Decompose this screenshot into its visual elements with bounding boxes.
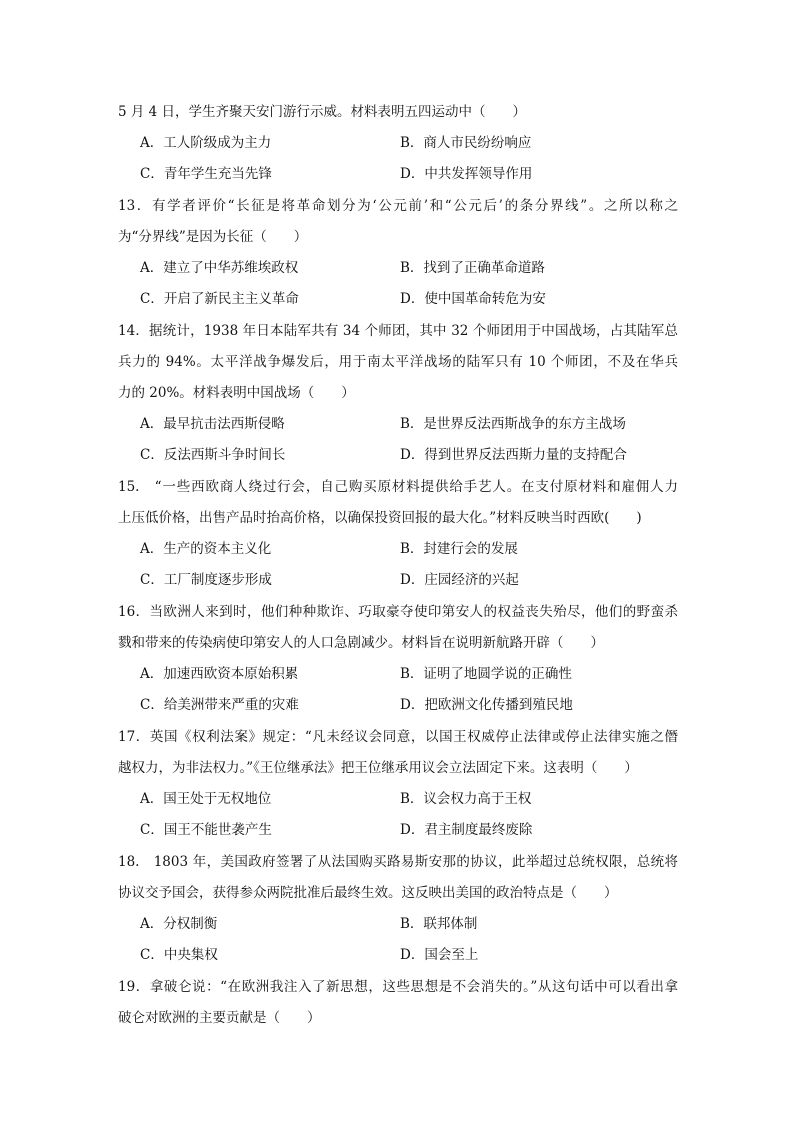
q13-option-b: B．找到了正确革命道路 [400,260,545,276]
q17-stem-line-1: 17．英国《权利法案》规定：“凡未经议会同意，以国王权威停止法律或停止法律实施之僭 [118,729,678,745]
q15-stem-line-1: 15. “一些西欧商人绕过行会，自己购买原材料提供给手艺人。在支付原材料和雇佣人力 [118,479,678,495]
q18-stem-line-1: 18. 1803 年，美国政府签署了从法国购买路易斯安那的协议，此举超过总统权限，总统将 [118,854,678,870]
q17-option-b: B．议会权力高于王权 [400,791,532,807]
q12-option-b: B．商人市民纷纷响应 [400,135,532,151]
q14-stem-line-1: 14．据统计，1938 年日本陆军共有 34 个师团，其中 32 个师团用于中国战场，占其陆军总 [118,323,678,339]
q14-option-d: D．得到世界反法西斯力量的支持配合 [400,447,627,463]
q14-stem-line-3: 力的 20%。材料表明中国战场（ ） [118,385,355,401]
q13-stem-line-2: 为“分界线”是因为长征（ ） [118,229,308,245]
q18-option-d: D．国会至上 [400,947,479,963]
q12-option-d: D．中共发挥领导作用 [400,166,533,182]
q19-stem-line-1: 19．拿破仑说：“在欧洲我注入了新思想，这些思想是不会消失的。”从这句话中可以看出拿 [118,979,678,995]
q18-option-b: B．联邦体制 [400,916,478,932]
q12-option-a: A．工人阶级成为主力 [140,135,272,151]
q13-option-d: D．使中国革命转危为安 [400,291,546,307]
q12-stem-line-1: 5 月 4 日，学生齐聚天安门游行示威。材料表明五四运动中（ ） [118,104,527,120]
q18-stem-line-2: 协议交予国会，获得参众两院批准后最终生效。这反映出美国的政治特点是（ ） [118,885,618,901]
q15-option-a: A．生产的资本主义化 [140,541,272,557]
q16-stem-line-2: 戮和带来的传染病使印第安人的人口急剧减少。材料旨在说明新航路开辟（ ） [118,635,604,651]
q15-option-c: C．工厂制度逐步形成 [140,572,272,588]
q14-stem-line-2: 兵力的 94%。太平洋战争爆发后，用于南太平洋战场的陆军只有 10 个师团，不及在华兵 [118,354,678,370]
q14-option-a: A．最早抗击法西斯侵略 [140,416,285,432]
q19-stem-line-2: 破仑对欧洲的主要贡献是（ ） [118,1010,321,1026]
q16-option-c: C．给美洲带来严重的灾难 [140,697,299,713]
q12-option-c: C．青年学生充当先锋 [140,166,272,182]
q14-option-b: B．是世界反法西斯战争的东方主战场 [400,416,626,432]
q13-stem-line-1: 13．有学者评价“长征是将革命划分为‘公元前’和“公元后’的条分界线”。之所以称之 [118,198,678,214]
q16-stem-line-1: 16．当欧洲人来到时，他们种种欺诈、巧取豪夺使印第安人的权益丧失殆尽，他们的野蛮杀 [118,604,678,620]
q15-option-d: D．庄园经济的兴起 [400,572,519,588]
q18-option-a: A．分权制衡 [140,916,218,932]
q16-option-b: B．证明了地圆学说的正确性 [400,666,572,682]
q16-option-a: A．加速西欧资本原始积累 [140,666,299,682]
q18-option-c: C．中央集权 [140,947,218,963]
q13-option-c: C．开启了新民主主义革命 [140,291,299,307]
q15-stem-line-2: 上压低价格，出售产品时抬高价格，以确保投资回报的最大化。”材料反映当时西欧( ) [118,510,642,526]
q17-option-a: A．国王处于无权地位 [140,791,272,807]
q17-stem-line-2: 越权力，为非法权力。”《王位继承法》把王位继承用议会立法固定下来。这表明（ ） [118,760,638,776]
q16-option-d: D．把欧洲文化传播到殖民地 [400,697,573,713]
q15-option-b: B．封建行会的发展 [400,541,518,557]
q14-option-c: C．反法西斯斗争时间长 [140,447,286,463]
q17-option-c: C．国王不能世袭产生 [140,822,272,838]
q13-option-a: A．建立了中华苏维埃政权 [140,260,299,276]
q17-option-d: D．君主制度最终废除 [400,822,533,838]
